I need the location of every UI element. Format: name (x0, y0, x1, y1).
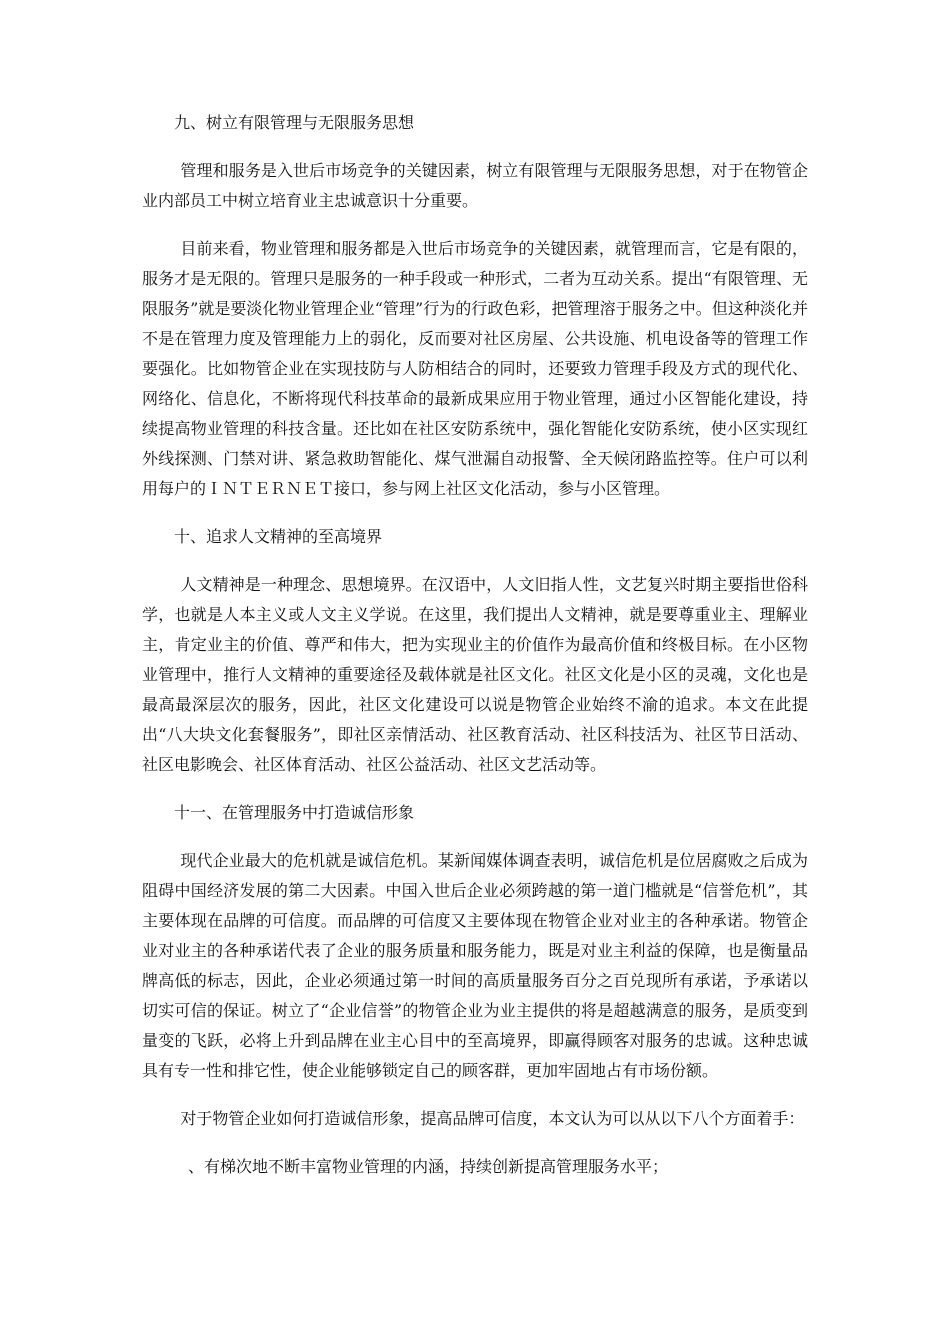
list-item: 、有梯次地不断丰富物业管理的内涵，持续创新提高管理服务水平； (188, 1157, 669, 1176)
section-heading-11: 十一、在管理服务中打造诚信形象 (174, 803, 415, 822)
paragraph: 对于物管企业如何打造诚信形象，提高品牌可信度，本文认为可以从以下八个方面着手： (180, 1109, 805, 1128)
paragraph: 目前来看，物业管理和服务都是入世后市场竞争的关键因素，就管理而言，它是有限的，服务才是无限的。管理只是服务的一种手段或一种形式，二者为互动关系。提出“有限管理、无限服务”就是要淡化物业管理企业“管理”行为的行政色彩，把管理溶于服务之中。但这种淡化并不是在管理力度及管理能力上的弱化，反而要对社区房屋、公共设施、机电设备等的管理工作要强化。比如物管企业在实现技防与人防相结合的同时，还要致力管理手段及方式的现代化、网络化、信息化，不断将现代科技革命的最新成果应用于物业管理，通过小区智能化建设，持续提高物业管理的科技含量。还比如在社区安防系统中，强化智能化安防系统，使小区实现红外线探测、门禁对讲、紧急救助智能化、煤气泄漏自动报警、全天候闭路监控等。住户可以利用每户的ＩＮＴＥＲＮＥＴ接口，参与网上社区文化活动，参与小区管理。 (142, 239, 808, 498)
document-page (142, 108, 808, 1182)
paragraph: 现代企业最大的危机就是诚信危机。某新闻媒体调查表明，诚信危机是位居腐败之后成为阻碍中国经济发展的第二大因素。中国入世后企业必须跨越的第一道门槛就是“信誉危机”，其主要体现在品牌的可信度。而品牌的可信度又主要体现在物管企业对业主的各种承诺。物管企业对业主的各种承诺代表了企业的服务质量和服务能力，既是对业主利益的保障，也是衡量品牌高低的标志，因此，企业必须通过第一时间的高质量服务百分之百兑现所有承诺，予承诺以切实可信的保证。树立了“企业信誉”的物管企业为业主提供的将是超越满意的服务，是质变到量变的飞跃，必将上升到品牌在业主心目中的至高境界，即赢得顾客对服务的忠诚。这种忠诚具有专一性和排它性，使企业能够锁定自己的顾客群，更加牢固地占有市场份额。 (142, 851, 808, 1080)
paragraph: 管理和服务是入世后市场竞争的关键因素，树立有限管理与无限服务思想，对于在物管企业内部员工中树立培育业主忠诚意识十分重要。 (142, 161, 808, 210)
section-heading-9: 九、树立有限管理与无限服务思想 (174, 113, 415, 132)
section-heading-10: 十、追求人文精神的至高境界 (174, 527, 383, 546)
paragraph: 人文精神是一种理念、思想境界。在汉语中，人文旧指人性，文艺复兴时期主要指世俗科学，也就是人本主义或人文主义学说。在这里，我们提出人文精神，就是要尊重业主、理解业主，肯定业主的价值、尊严和伟大，把为实现业主的价值作为最高价值和终极目标。在小区物业管理中，推行人文精神的重要途径及载体就是社区文化。社区文化是小区的灵魂，文化也是最高最深层次的服务，因此，社区文化建设可以说是物管企业始终不渝的追求。本文在此提出“八大块文化套餐服务”，即社区亲情活动、社区教育活动、社区科技活为、社区节日活动、社区电影晚会、社区体育活动、社区公益活动、社区文艺活动等。 (142, 575, 808, 774)
